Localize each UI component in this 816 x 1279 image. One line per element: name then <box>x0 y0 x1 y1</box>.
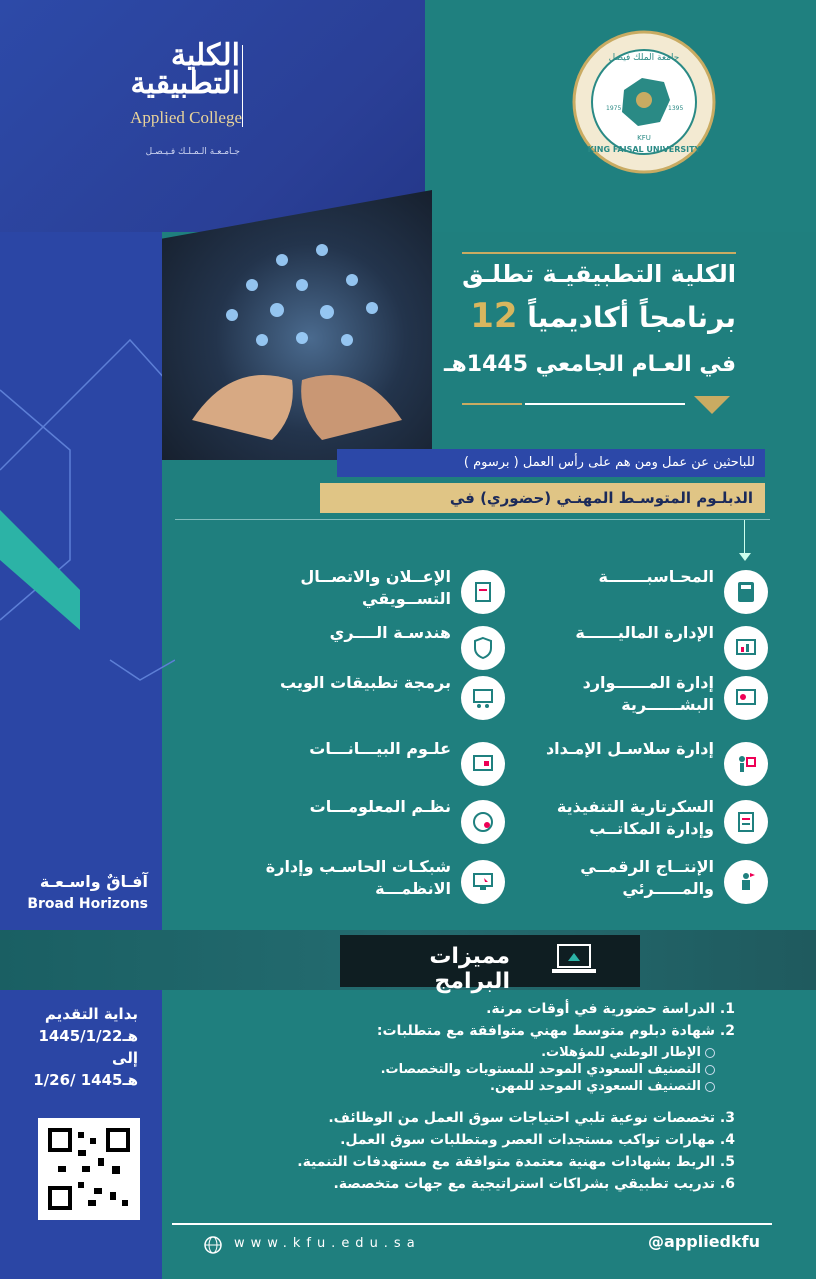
feature-item: 6. تدريب تطبيقي بشراكات استراتيجية مع جهات متخصصة. <box>333 1176 735 1192</box>
laptop-icon <box>552 943 596 977</box>
seal-arabic-text: جامعة الملك فيصل <box>608 53 680 63</box>
hr-presentation-icon <box>724 676 768 720</box>
program-item: إدارة المــــــوارد البشــــــرية <box>508 672 768 728</box>
connector-arrow-icon <box>739 553 751 561</box>
program-item: إدارة سلاسـل الإمـداد <box>508 738 768 794</box>
apply-to: إلى <box>112 1049 138 1067</box>
monitor-icon <box>461 860 505 904</box>
shield-icon <box>461 626 505 670</box>
headline-line3: في العـام الجامعي 1445هـ <box>444 352 736 377</box>
seal-abbr: KFU <box>637 134 651 142</box>
qr-code[interactable] <box>38 1118 140 1220</box>
document-icon <box>461 570 505 614</box>
speaker-icon <box>724 860 768 904</box>
sub-feature-item: التصنيف السعودي الموحد للمستويات والتخصصات. <box>170 1061 715 1078</box>
headline-bottom-rule-gold <box>462 403 522 405</box>
seal-year-right: 1395 <box>668 105 684 112</box>
sub-feature-item: التصنيف السعودي الموحد للمهن. <box>170 1078 715 1095</box>
feature-item: 4. مهارات تواكب مستجدات العصر ومتطلبات سوق العمل. <box>340 1132 735 1148</box>
program-item: الإنتــاج الرقمــي والمـــــرئي <box>508 856 768 912</box>
diploma-banner: الدبلـوم المتوسـط المهنـي (حضوري) في <box>320 483 765 513</box>
website-link[interactable]: www.kfu.edu.sa <box>234 1236 421 1251</box>
feature-item: 2. شهادة دبلوم متوسط مهني متوافقة مع متطلبات: <box>376 1023 735 1039</box>
application-dates <box>8 1003 138 1091</box>
target-audience-banner: للباحثين عن عمل ومن هم على رأس العمل ( برسوم ) <box>337 449 765 477</box>
bullet-icon <box>705 1082 715 1092</box>
sub-feature-item: الإطار الوطني للمؤهلات. <box>170 1044 715 1061</box>
program-item: الإعــلان والاتصــال التســويقي <box>245 566 505 622</box>
feature-item: 5. الربط بشهادات مهنية معتمدة متوافقة مع مستهدفات التنمية. <box>297 1154 735 1170</box>
globe-icon <box>204 1236 222 1254</box>
clipboard-icon <box>724 800 768 844</box>
kfu-seal-logo <box>572 30 716 174</box>
horizons-english: Broad Horizons <box>27 896 148 912</box>
apply-label: بداية التقديم <box>44 1005 138 1023</box>
programs-divider <box>175 519 770 520</box>
social-handle[interactable]: @appliedkfu <box>648 1232 760 1251</box>
program-count: 12 <box>470 296 518 336</box>
program-item: شبكـات الحاسـب وإدارة الانظمـــة <box>245 856 505 912</box>
college-logo-english: Applied College <box>130 108 242 127</box>
program-item: علـوم البيـــانـــات <box>245 738 505 794</box>
decorative-lines <box>0 330 175 690</box>
finance-chart-icon <box>724 626 768 670</box>
program-item: نظـم المعلومـــات <box>245 796 505 852</box>
feature-item: 1. الدراسة حضورية في أوقات مرنة. <box>486 1001 735 1017</box>
headline-top-rule <box>462 252 736 254</box>
web-app-icon <box>461 676 505 720</box>
headline-line2: برنامجاً أكاديمياً 12 <box>470 296 736 336</box>
program-item: هندسـة الــــري <box>245 622 505 678</box>
headline-bottom-rule-white <box>525 403 685 405</box>
logo-divider <box>242 45 243 127</box>
footer-rule <box>172 1223 772 1225</box>
program-item: الإدارة الماليــــــة <box>508 622 768 678</box>
program-item: المحـاسبـــــــة <box>508 566 768 622</box>
college-logo-arabic: الكلية التطبيقية <box>130 38 240 101</box>
calculator-icon <box>724 570 768 614</box>
apply-end-date: 1/26/ 1445هـ <box>33 1071 138 1089</box>
feature-item: 3. تخصصات نوعية تلبي احتياجات سوق العمل من الوظائف. <box>328 1110 735 1126</box>
data-screen-icon <box>461 742 505 786</box>
apply-start-date: 1445/1/22هـ <box>38 1027 138 1045</box>
arrow-down-icon <box>694 396 730 414</box>
features-list <box>170 1000 735 1197</box>
university-name-small: جـامـعـة الـمـلـك فـيـصـل <box>145 147 240 157</box>
info-systems-icon <box>461 800 505 844</box>
program-item: برمجة تطبيقات الويب <box>245 672 505 728</box>
seal-year-left: 1975 <box>606 105 622 112</box>
features-title: مميزات البرامج <box>429 944 510 994</box>
connector-line <box>744 520 745 555</box>
headline-line1: الكلية التطبيقيـة تطلـق <box>462 260 736 288</box>
program-item: السكرتارية التنفيذية وإدارة المكاتــب <box>508 796 768 852</box>
bullet-icon <box>705 1048 715 1058</box>
seal-english-text: KING FAISAL UNIVERSITY <box>587 145 701 154</box>
supply-chain-icon <box>724 742 768 786</box>
bullet-icon <box>705 1065 715 1075</box>
horizons-arabic: آفـاقٌ واسـعـة <box>39 872 148 891</box>
